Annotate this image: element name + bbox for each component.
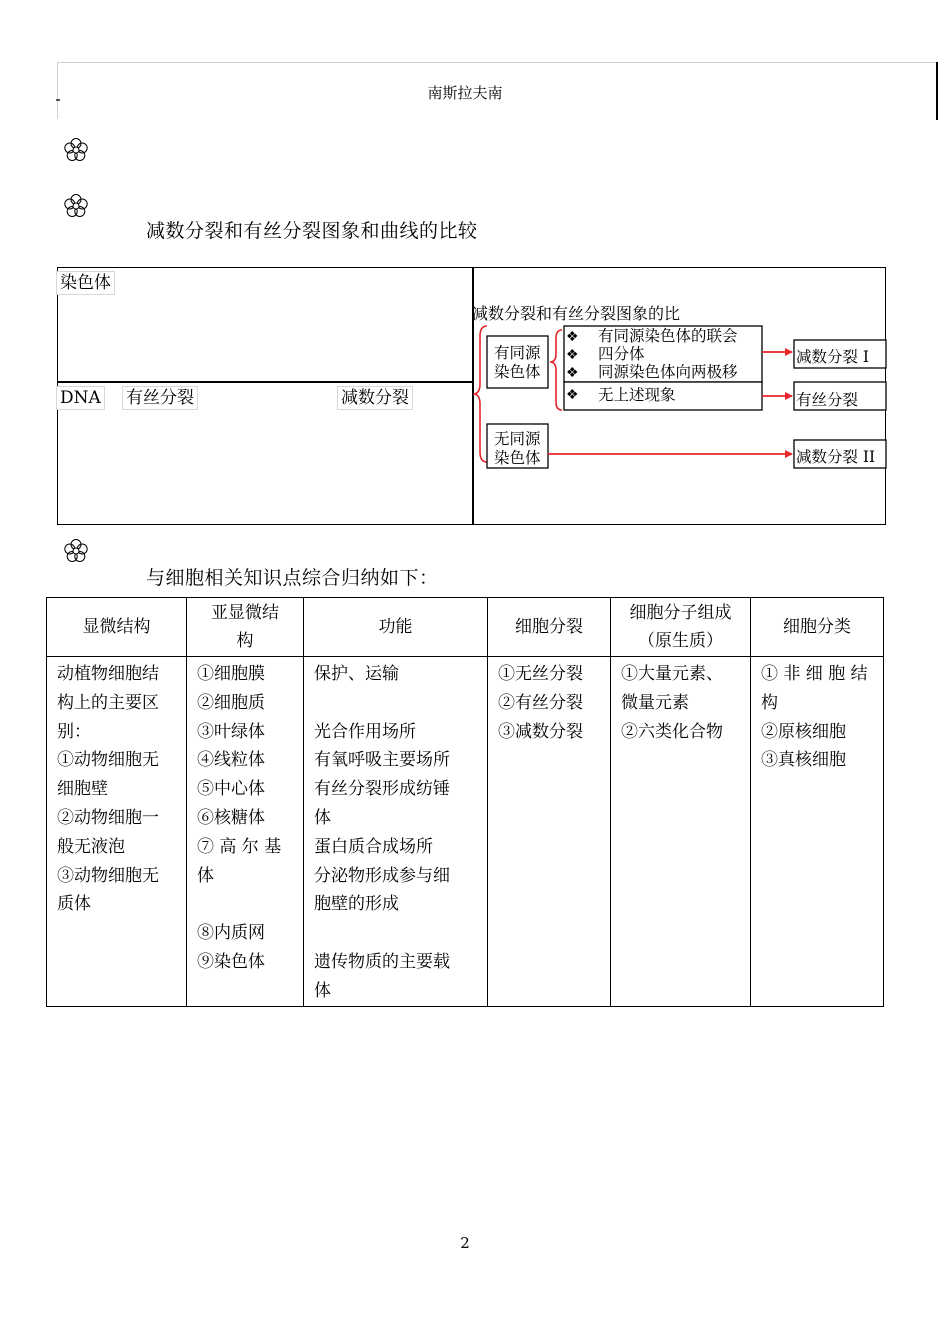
header-cell: 细胞分子组成 （原生质） [611,598,751,657]
bullet-diamond: ❖ [566,365,579,381]
bullet-text: 同源染色体向两极移 [598,363,738,381]
cell-knowledge-table [46,597,884,1007]
group-brace [473,326,487,462]
no-homologous-box-line2: 染色体 [494,449,541,467]
bullet-text: 有同源染色体的联会 [598,327,738,345]
table-header-row [47,598,884,657]
bullet-text: 无上述现象 [598,386,676,404]
chromosome-label: 染色体 [56,271,115,295]
header-right-rule [936,62,938,120]
result-mitosis: 有丝分裂 [796,391,859,409]
homologous-box-line2: 染色体 [494,363,541,381]
cell-cell-division: ①无丝分裂 ②有丝分裂 ③减数分裂 [488,657,611,1007]
bullet-text: 四分体 [598,345,645,363]
header-cell: 细胞分裂 [488,598,611,657]
mitosis-label: 有丝分裂 [122,386,198,410]
meiosis-label: 减数分裂 [337,386,413,410]
page-number: 2 [460,1234,470,1252]
flower-icon [62,192,90,220]
dna-label: DNA [56,386,105,410]
header-cell: 显微结构 [47,598,187,657]
bullet-diamond: ❖ [566,329,579,345]
flower-icon [62,136,90,164]
bullets-brace [550,330,562,410]
cell-microstructure: 动植物细胞结 构上的主要区 别： ①动物细胞无 细胞壁 ②动物细胞一 般无液泡 ③动物细胞无 质体 [47,657,187,1007]
comparison-divider-horizontal [57,381,473,383]
result-meiosis-2: 减数分裂 II [796,448,876,466]
result-meiosis-1: 减数分裂 I [796,348,870,366]
header-cell: 细胞分类 [751,598,884,657]
cell-classification: ① 非 细 胞 结 构 ②原核细胞 ③真核细胞 [751,657,884,1007]
division-flow-diagram [470,296,888,476]
cell-submicrostructure: ①细胞膜 ②细胞质 ③叶绿体 ④线粒体 ⑤中心体 ⑥核糖体 ⑦ 高 尔 基 体 ⑧内质网 ⑨染色体 [187,657,304,1007]
homologous-box-line1: 有同源 [494,344,541,362]
cell-molecular-composition: ①大量元素、 微量元素 ②六类化合物 [611,657,751,1007]
section-heading-summary: 与细胞相关知识点综合归纳如下： [146,567,439,589]
flower-icon [62,537,90,565]
header-cell: 亚显微结 构 [187,598,304,657]
cell-function: 保护、运输 光合作用场所 有氧呼吸主要场所 有丝分裂形成纺锤 体 蛋白质合成场所 分泌物形成参与细 胞壁的形成 遗传物质的主要载 体 [304,657,488,1007]
bullet-diamond: ❖ [566,347,579,363]
header-title: 南斯拉夫南 [427,84,503,102]
diagram-title: 减数分裂和有丝分裂图象的比 [472,304,681,323]
header-cell: 功能 [304,598,488,657]
table-row [47,657,884,1007]
bullet-diamond: ❖ [566,387,579,403]
section-heading-comparison: 减数分裂和有丝分裂图象和曲线的比较 [146,220,478,242]
no-homologous-box-line1: 无同源 [494,430,541,448]
